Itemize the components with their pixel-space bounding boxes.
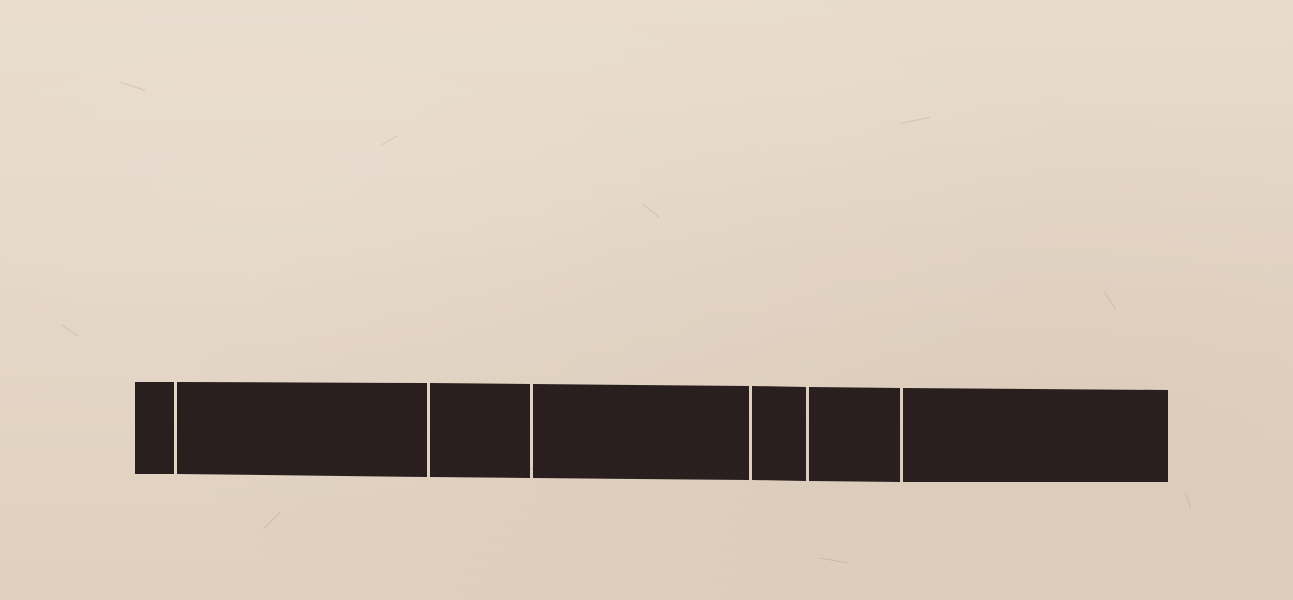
block-1 — [135, 382, 174, 474]
block-6 — [809, 387, 900, 482]
block-5 — [752, 386, 806, 481]
block-3 — [430, 383, 530, 478]
block-2 — [177, 382, 427, 477]
block-7 — [903, 388, 1168, 482]
block-4 — [533, 384, 749, 480]
